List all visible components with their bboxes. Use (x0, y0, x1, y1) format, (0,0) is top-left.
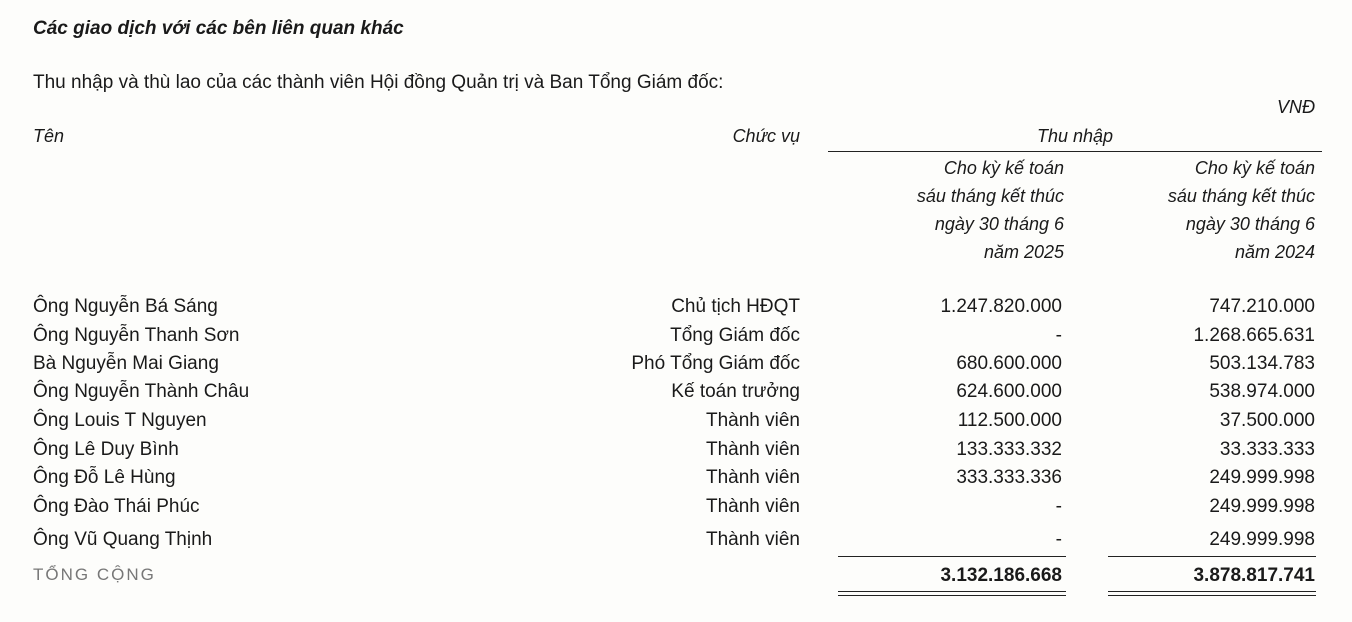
currency-unit: VNĐ (1276, 97, 1315, 117)
total-value-2025: 3.132.186.668 (940, 565, 1062, 586)
header-position: Chức vụ (732, 126, 800, 146)
header-period-2025 (917, 154, 1064, 266)
row-value-2024: 249.999.998 (1209, 496, 1315, 517)
row-value-2025: 624.600.000 (956, 381, 1062, 402)
period-2025-line-4: năm 2025 (983, 242, 1064, 262)
row-value-2025: - (1055, 529, 1062, 550)
row-name: Bà Nguyễn Mai Giang (33, 353, 219, 374)
period-2025-line-3: ngày 30 tháng 6 (934, 214, 1064, 234)
period-2025-line-2: sáu tháng kết thúc (916, 186, 1064, 206)
table-row (0, 410, 1352, 439)
row-position: Thành viên (705, 467, 800, 488)
row-position: Thành viên (705, 529, 800, 550)
row-position: Thành viên (705, 496, 800, 517)
period-2025-line-1: Cho kỳ kế toán (943, 158, 1064, 178)
row-value-2025: 680.600.000 (956, 353, 1062, 374)
row-value-2025: 333.333.336 (956, 467, 1062, 488)
table-row (0, 467, 1352, 496)
period-2024-line-1: Cho kỳ kế toán (1194, 158, 1315, 178)
row-value-2024: 747.210.000 (1209, 296, 1315, 317)
subtotal-rule-2024 (1108, 556, 1316, 557)
table-row (0, 439, 1352, 468)
row-value-2024: 33.333.333 (1219, 439, 1315, 460)
row-name: Ông Nguyễn Bá Sáng (33, 296, 218, 317)
row-value-2024: 1.268.665.631 (1193, 325, 1315, 346)
row-position: Kế toán trưởng (671, 381, 800, 402)
subtotal-rule-2025 (838, 556, 1066, 557)
table-row (0, 496, 1352, 525)
table-row (0, 381, 1352, 410)
row-value-2024: 249.999.998 (1209, 467, 1315, 488)
row-value-2024: 249.999.998 (1209, 529, 1315, 550)
row-position: Thành viên (705, 410, 800, 431)
row-value-2025: 1.247.820.000 (940, 296, 1062, 317)
row-name: Ông Louis T Nguyen (33, 410, 207, 431)
row-position: Chủ tịch HĐQT (671, 296, 800, 317)
total-double-rule-2024 (1108, 591, 1316, 596)
row-position: Tổng Giám đốc (670, 325, 800, 346)
row-value-2024: 538.974.000 (1209, 381, 1315, 402)
header-income-rule (828, 151, 1322, 152)
period-2024-line-4: năm 2024 (1234, 242, 1315, 262)
table-row (0, 296, 1352, 325)
row-value-2025: - (1055, 496, 1062, 517)
row-position: Thành viên (705, 439, 800, 460)
intro-text: Thu nhập và thù lao của các thành viên Hội đồng Quản trị và Ban Tổng Giám đốc: (33, 72, 724, 93)
total-double-rule-2025 (838, 591, 1066, 596)
header-income: Thu nhập (1036, 126, 1114, 146)
period-2024-line-2: sáu tháng kết thúc (1167, 186, 1315, 206)
row-value-2025: - (1055, 325, 1062, 346)
table-row (0, 325, 1352, 354)
period-2024-line-3: ngày 30 tháng 6 (1185, 214, 1315, 234)
row-name: Ông Lê Duy Bình (33, 439, 179, 460)
header-period-2024 (1168, 154, 1315, 266)
row-name: Ông Nguyễn Thành Châu (33, 381, 250, 402)
section-title: Các giao dịch với các bên liên quan khác (33, 18, 404, 39)
header-name: Tên (33, 126, 65, 146)
row-position: Phó Tổng Giám đốc (631, 353, 800, 374)
row-name: Ông Đỗ Lê Hùng (33, 467, 176, 488)
table-row (0, 353, 1352, 382)
row-value-2024: 37.500.000 (1219, 410, 1315, 431)
row-value-2025: 112.500.000 (957, 410, 1062, 431)
row-name: Ông Đào Thái Phúc (33, 496, 200, 517)
row-name: Ông Vũ Quang Thịnh (33, 529, 213, 550)
table-row (0, 529, 1352, 558)
row-value-2025: 133.333.332 (956, 439, 1062, 460)
row-name: Ông Nguyễn Thanh Sơn (33, 325, 240, 346)
total-label: TỔNG CỘNG (33, 565, 156, 584)
row-value-2024: 503.134.783 (1209, 353, 1315, 374)
total-value-2024: 3.878.817.741 (1193, 565, 1315, 586)
